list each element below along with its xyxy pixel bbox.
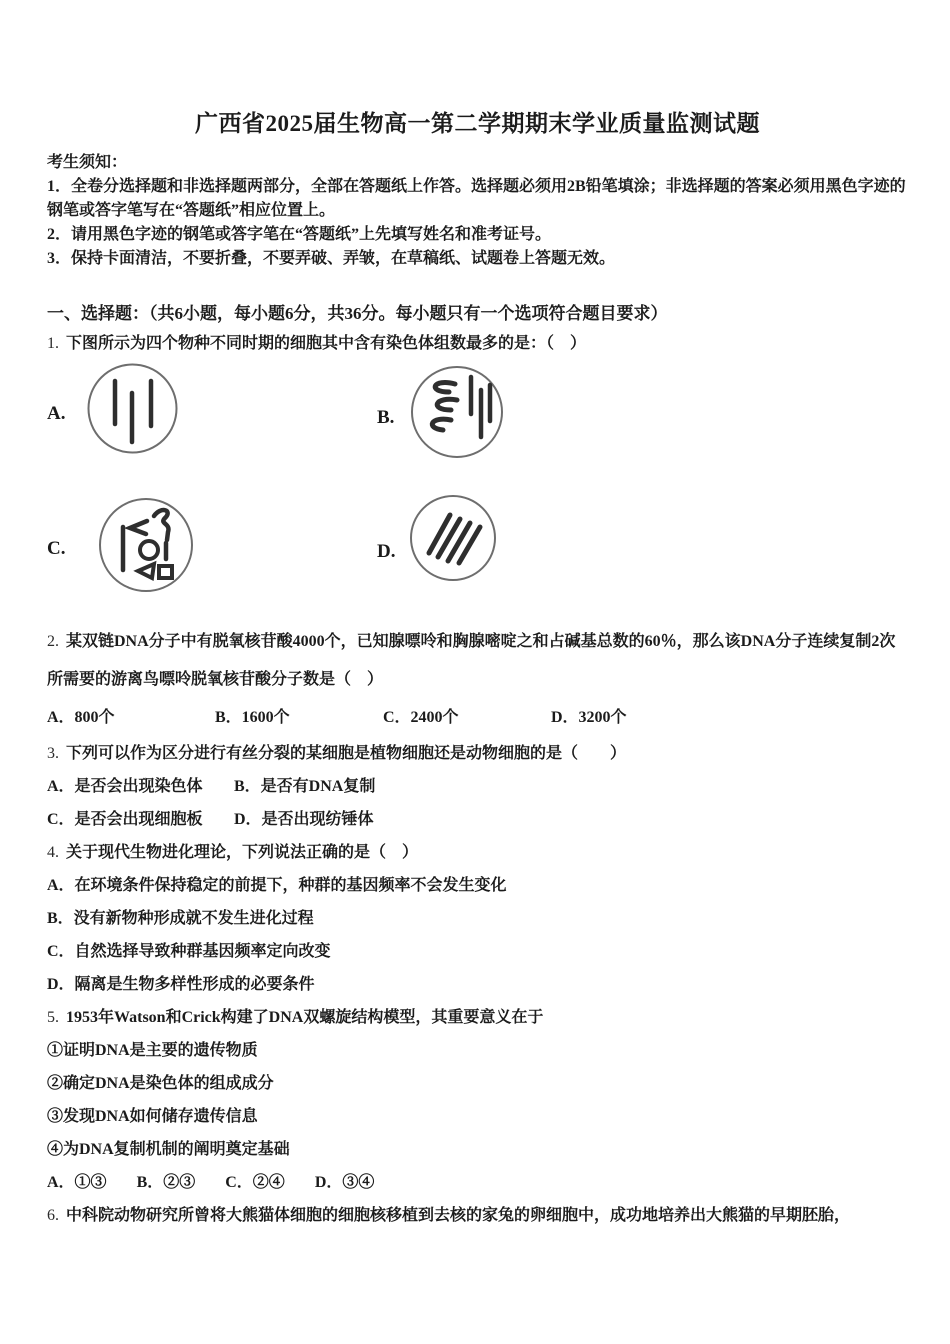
question-1-text: 下图所示为四个物种不同时期的细胞其中含有染色体组数最多的是：（ ）: [66, 335, 587, 352]
question-4-text: 关于现代生物进化理论，下列说法正确的是（ ）: [66, 844, 419, 861]
q5-statement-4: ④为DNA复制机制的阐明奠定基础: [47, 1141, 290, 1158]
question-3-options-row-1: [47, 770, 908, 803]
question-2-stem: [47, 623, 908, 699]
cell-diagram-c: [97, 496, 195, 594]
cell-diagram-b: [409, 364, 505, 460]
section-1-heading: 一、选择题：（共6小题，每小题6分，共36分。每小题只有一个选项符合题目要求）: [47, 304, 668, 323]
question-5-text: 1953年Watson和Crick构建了DNA双螺旋结构模型，其重要意义在于: [66, 1009, 544, 1026]
option-a-label: A.: [47, 403, 66, 424]
question-6-number: 6.: [47, 1207, 59, 1224]
q4-option-b: B．没有新物种形成就不发生进化过程: [47, 910, 314, 927]
question-3-number: 3.: [47, 745, 59, 762]
q2-option-a: A．800个: [47, 709, 115, 726]
question-2-options: [47, 699, 908, 737]
questions-3-to-6: [47, 737, 908, 1232]
question-6-text: 中科院动物研究所曾将大熊猫体细胞的细胞核移植到去核的家兔的卵细胞中，成功地培养出大熊猫的早期胚胎，: [66, 1207, 851, 1224]
q5-statement-3: ③发现DNA如何储存遗传信息: [47, 1108, 258, 1125]
question-5-number: 5.: [47, 1009, 59, 1026]
option-d-label: D.: [377, 541, 396, 562]
question-2-number: 2.: [47, 633, 59, 650]
q4-option-c: C．自然选择导致种群基因频率定向改变: [47, 943, 331, 960]
q5-option-c: C．②④: [225, 1174, 285, 1191]
question-3-options-row-2: [47, 803, 908, 836]
q2-option-c: C．2400个: [383, 709, 459, 726]
notice-item-2: 2．请用黑色字迹的钢笔或答字笔在“答题纸”上先填写姓名和准考证号。: [47, 226, 552, 243]
notice-heading: 考生须知：: [47, 154, 128, 171]
q2-option-b: B．1600个: [215, 709, 290, 726]
q4-option-d: D．隔离是生物多样性形成的必要条件: [47, 976, 315, 993]
question-2-text: 某双链DNA分子中有脱氧核苷酸4000个，已知腺嘌呤和胸腺嘧啶之和占碱基总数的60％，那么该DNA分子连续复制2次所需要的游离鸟嘌呤脱氧核苷酸分子数是（ ）: [47, 633, 896, 688]
q4-option-a: A．在环境条件保持稳定的前提下，种群的基因频率不会发生变化: [47, 877, 507, 894]
cell-d-membrane: [411, 496, 495, 580]
q2-option-d: D．3200个: [551, 709, 627, 726]
question-1-number: 1.: [47, 335, 59, 352]
option-b-label: B.: [377, 407, 395, 428]
question-5-stem: [47, 1001, 908, 1034]
q3-option-d: D．是否出现纺锤体: [234, 811, 374, 828]
question-1-diagram-area: [47, 357, 908, 609]
question-3-text: 下列可以作为区分进行有丝分裂的某细胞是植物细胞还是动物细胞的是（ ）: [66, 745, 627, 762]
page-title: 广西省2025届生物高一第二学期期末学业质量监测试题: [195, 111, 760, 136]
notice-item-1: 1．全卷分选择题和非选择题两部分，全部在答题纸上作答。选择题必须用2B铅笔填涂；非选择题的答案必须用黑色字迹的钢笔或答字笔写在“答题纸”相应位置上。: [47, 178, 906, 219]
question-5-options: [47, 1166, 908, 1199]
q5-option-a: A．①③: [47, 1174, 107, 1191]
q3-option-c: C．是否会出现细胞板: [47, 811, 203, 828]
q3-option-a: A．是否会出现染色体: [47, 778, 203, 795]
q5-option-b: B．②③: [136, 1174, 196, 1191]
q5-statement-2: ②确定DNA是染色体的组成成分: [47, 1075, 274, 1092]
notice-section: [47, 151, 908, 271]
question-3-stem: [47, 737, 908, 770]
question-2: [47, 623, 908, 737]
q3-option-b: B．是否有DNA复制: [234, 778, 376, 795]
question-4-number: 4.: [47, 844, 59, 861]
question-4-stem: [47, 836, 908, 869]
question-1-stem: [47, 331, 908, 357]
cell-diagram-a: [85, 361, 180, 456]
q5-statement-1: ①证明DNA是主要的遗传物质: [47, 1042, 258, 1059]
notice-item-3: 3．保持卡面清洁，不要折叠，不要弄破、弄皱，在草稿纸、试题卷上答题无效。: [47, 250, 616, 267]
cell-diagram-d: [409, 494, 497, 582]
option-c-label: C.: [47, 538, 66, 559]
q5-option-d: D．③④: [314, 1174, 375, 1191]
question-6-stem: [47, 1199, 908, 1232]
